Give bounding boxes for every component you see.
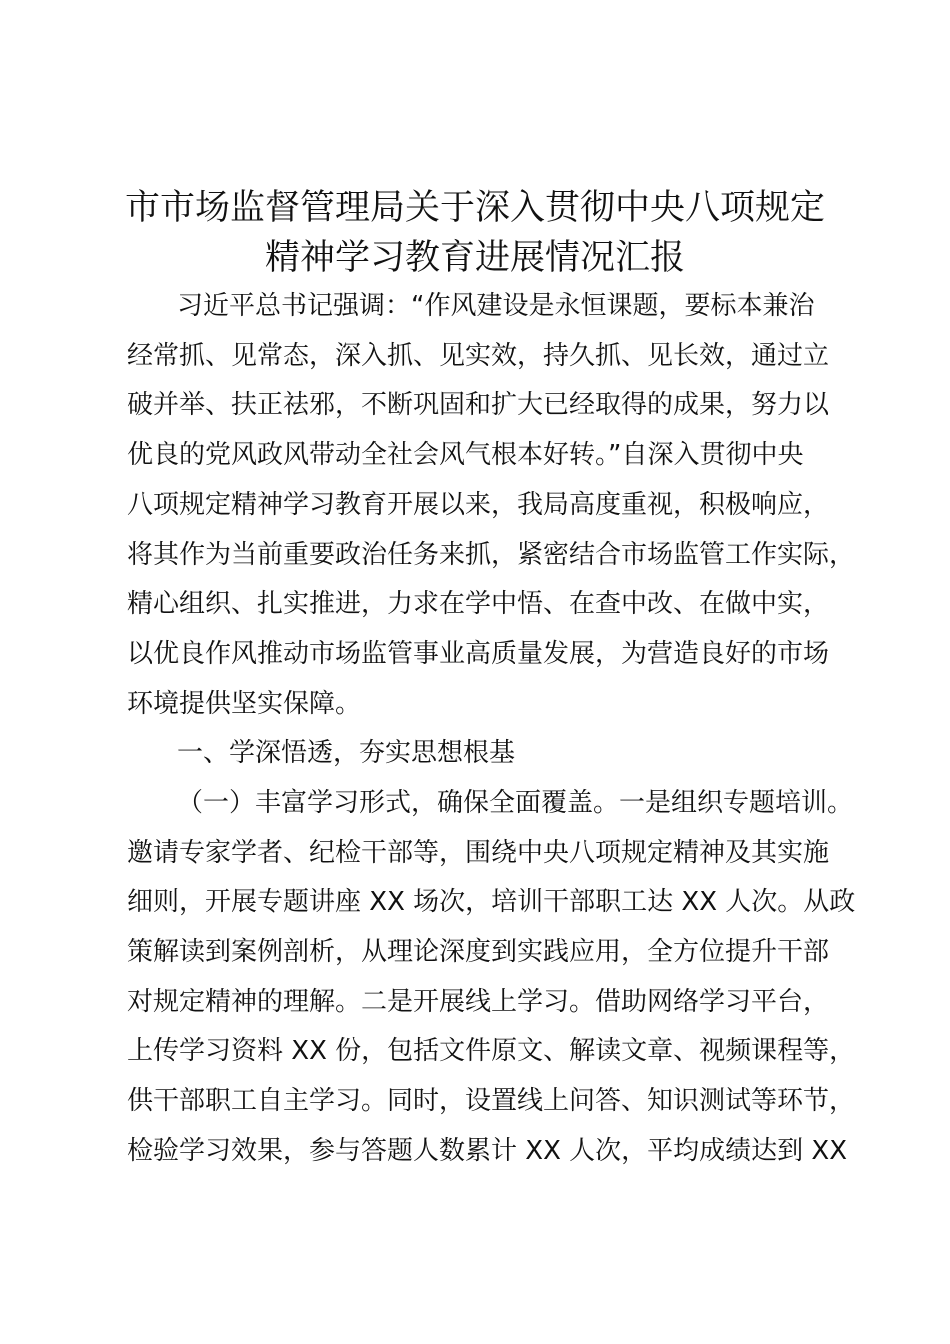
body-line-8: 以优良作风推动市场监管事业高质量发展，为营造良好的市场: [127, 639, 830, 669]
document-title-line-1: 市市场监督管理局关于深入贯彻中央八项规定: [124, 188, 825, 228]
body-line-17: 供干部职工自主学习。同时，设置线上问答、知识测试等环节，: [127, 1086, 856, 1116]
body-line-4: 优良的党风政风带动全社会风气根本好转。”自深入贯彻中央: [127, 440, 804, 470]
body-line-9: 环境提供坚实保障。: [127, 689, 362, 719]
body-line-5: 八项规定精神学习教育开展以来，我局高度重视，积极响应，: [127, 490, 830, 520]
body-line-14: 策解读到案例剖析，从理论深度到实践应用，全方位提升干部: [127, 937, 830, 967]
body-line-2: 经常抓、见常态，深入抓、见实效，持久抓、见长效，通过立: [127, 341, 830, 371]
body-line-15: 对规定精神的理解。二是开展线上学习。借助网络学习平台，: [127, 987, 830, 1017]
body-line-6: 将其作为当前重要政治任务来抓，紧密结合市场监管工作实际，: [127, 540, 856, 570]
body-line-7: 精心组织、扎实推进，力求在学中悟、在查中改、在做中实，: [127, 589, 830, 619]
body-line-12: 邀请专家学者、纪检干部等，围绕中央八项规定精神及其实施: [127, 838, 830, 868]
body-line-16: 上传学习资料 XX 份，包括文件原文、解读文章、视频课程等，: [127, 1036, 856, 1066]
body-line-13: 细则，开展专题讲座 XX 场次，培训干部职工达 XX 人次。从政: [127, 887, 856, 917]
section-heading-1: 一、学深悟透，夯实思想根基: [177, 738, 516, 768]
document-title-line-2: 精神学习教育进展情况汇报: [264, 238, 685, 278]
body-line-1: 习近平总书记强调：“作风建设是永恒课题，要标本兼治: [177, 291, 815, 321]
body-line-18: 检验学习效果，参与答题人数累计 XX 人次，平均成绩达到 XX: [127, 1136, 848, 1166]
body-line-11: （一）丰富学习形式，确保全面覆盖。一是组织专题培训。: [177, 788, 854, 818]
body-line-3: 破并举、扶正祛邪，不断巩固和扩大已经取得的成果，努力以: [127, 390, 830, 420]
